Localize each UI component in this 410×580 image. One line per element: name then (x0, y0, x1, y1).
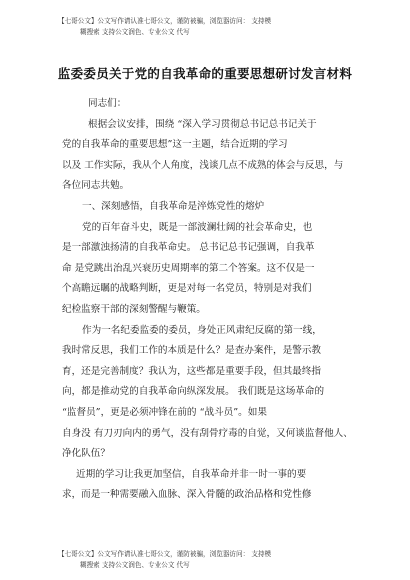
body-line: 净化队伍？ (62, 448, 110, 460)
header-banner-line-1: 【七哥公文】公文写作请认准七哥公文，谨防被骗，浏览器访问： 支持模 (58, 17, 272, 25)
body-line: 作为一名纪委监委的委员，身处正风肃纪反腐的第一线， (82, 324, 322, 336)
document-body (62, 94, 354, 506)
body-line: “监督员”，更是必须冲锋在前的 “战斗员”。如果 (62, 406, 267, 418)
body-line: 命 是党跳出治乱兴衰历史周期率的第二个答案。这不仅是一 (62, 262, 315, 274)
footer-banner-line-2: 糊搜索 支持公文润色、专业公文 代写 (80, 561, 190, 569)
footer-watermark-banner (58, 549, 358, 571)
body-line: 是一部激浊扬清的自我革命史。 总书记总书记强调，自我革 (62, 242, 315, 254)
section-heading: 一、深刻感悟，自我革命是淬炼党性的熔炉 (82, 200, 265, 212)
body-line: 根据会议安排，围绕 “深入学习贯彻总书记总书记关于 (88, 118, 317, 130)
body-line: 党的百年奋斗史，既是一部波澜壮阔的社会革命史，也 (82, 221, 313, 233)
salutation: 同志们： (88, 98, 127, 109)
header-banner-line-2: 糊搜索 支持公文润色、专业公文 代写 (80, 28, 190, 36)
document-title: 监委委员关于党的自我革命的重要思想研讨发言材料 (57, 66, 353, 81)
footer-banner-line-1: 【七哥公文】公文写作请认准七哥公文，谨防被骗，浏览器访问： 支持模 (58, 550, 272, 558)
body-line: 向，都是推动党的自我革命向纵深发展。 我们既是这场革命的 (62, 386, 325, 398)
body-line: 各位同志共勉。 (62, 180, 130, 192)
body-line: 我时常反思，我们工作的本质是什么？是查办案件，是警示教 (62, 345, 322, 357)
body-line: 求，而是一种需要融入血脉、深入骨髓的政治品格和党性修 (62, 489, 312, 501)
body-line: 个高瞻远瞩的战略判断，更是对每一名党员，特别是对我们 (62, 283, 312, 295)
body-line: 纪检监察干部的深刻警醒与鞭策。 (62, 303, 206, 315)
body-line: 自身没 有刀刃向内的勇气，没有刮骨疗毒的自觉，又何谈监督他人、 (62, 427, 353, 439)
header-watermark-banner (58, 16, 358, 38)
body-line: 近期的学习让我更加坚信，自我革命并非一时一事的要 (76, 468, 307, 480)
body-line: 以及 工作实际，我从个人角度，浅谈几点不成熟的体会与反思，与 (62, 159, 344, 171)
body-line: 育，还是完善制度？我认为，这些都是重要手段，但其最终指 (62, 365, 322, 377)
body-line: 党的自我革命的重要思想”这一主题，结合近期的学习 (62, 139, 288, 151)
